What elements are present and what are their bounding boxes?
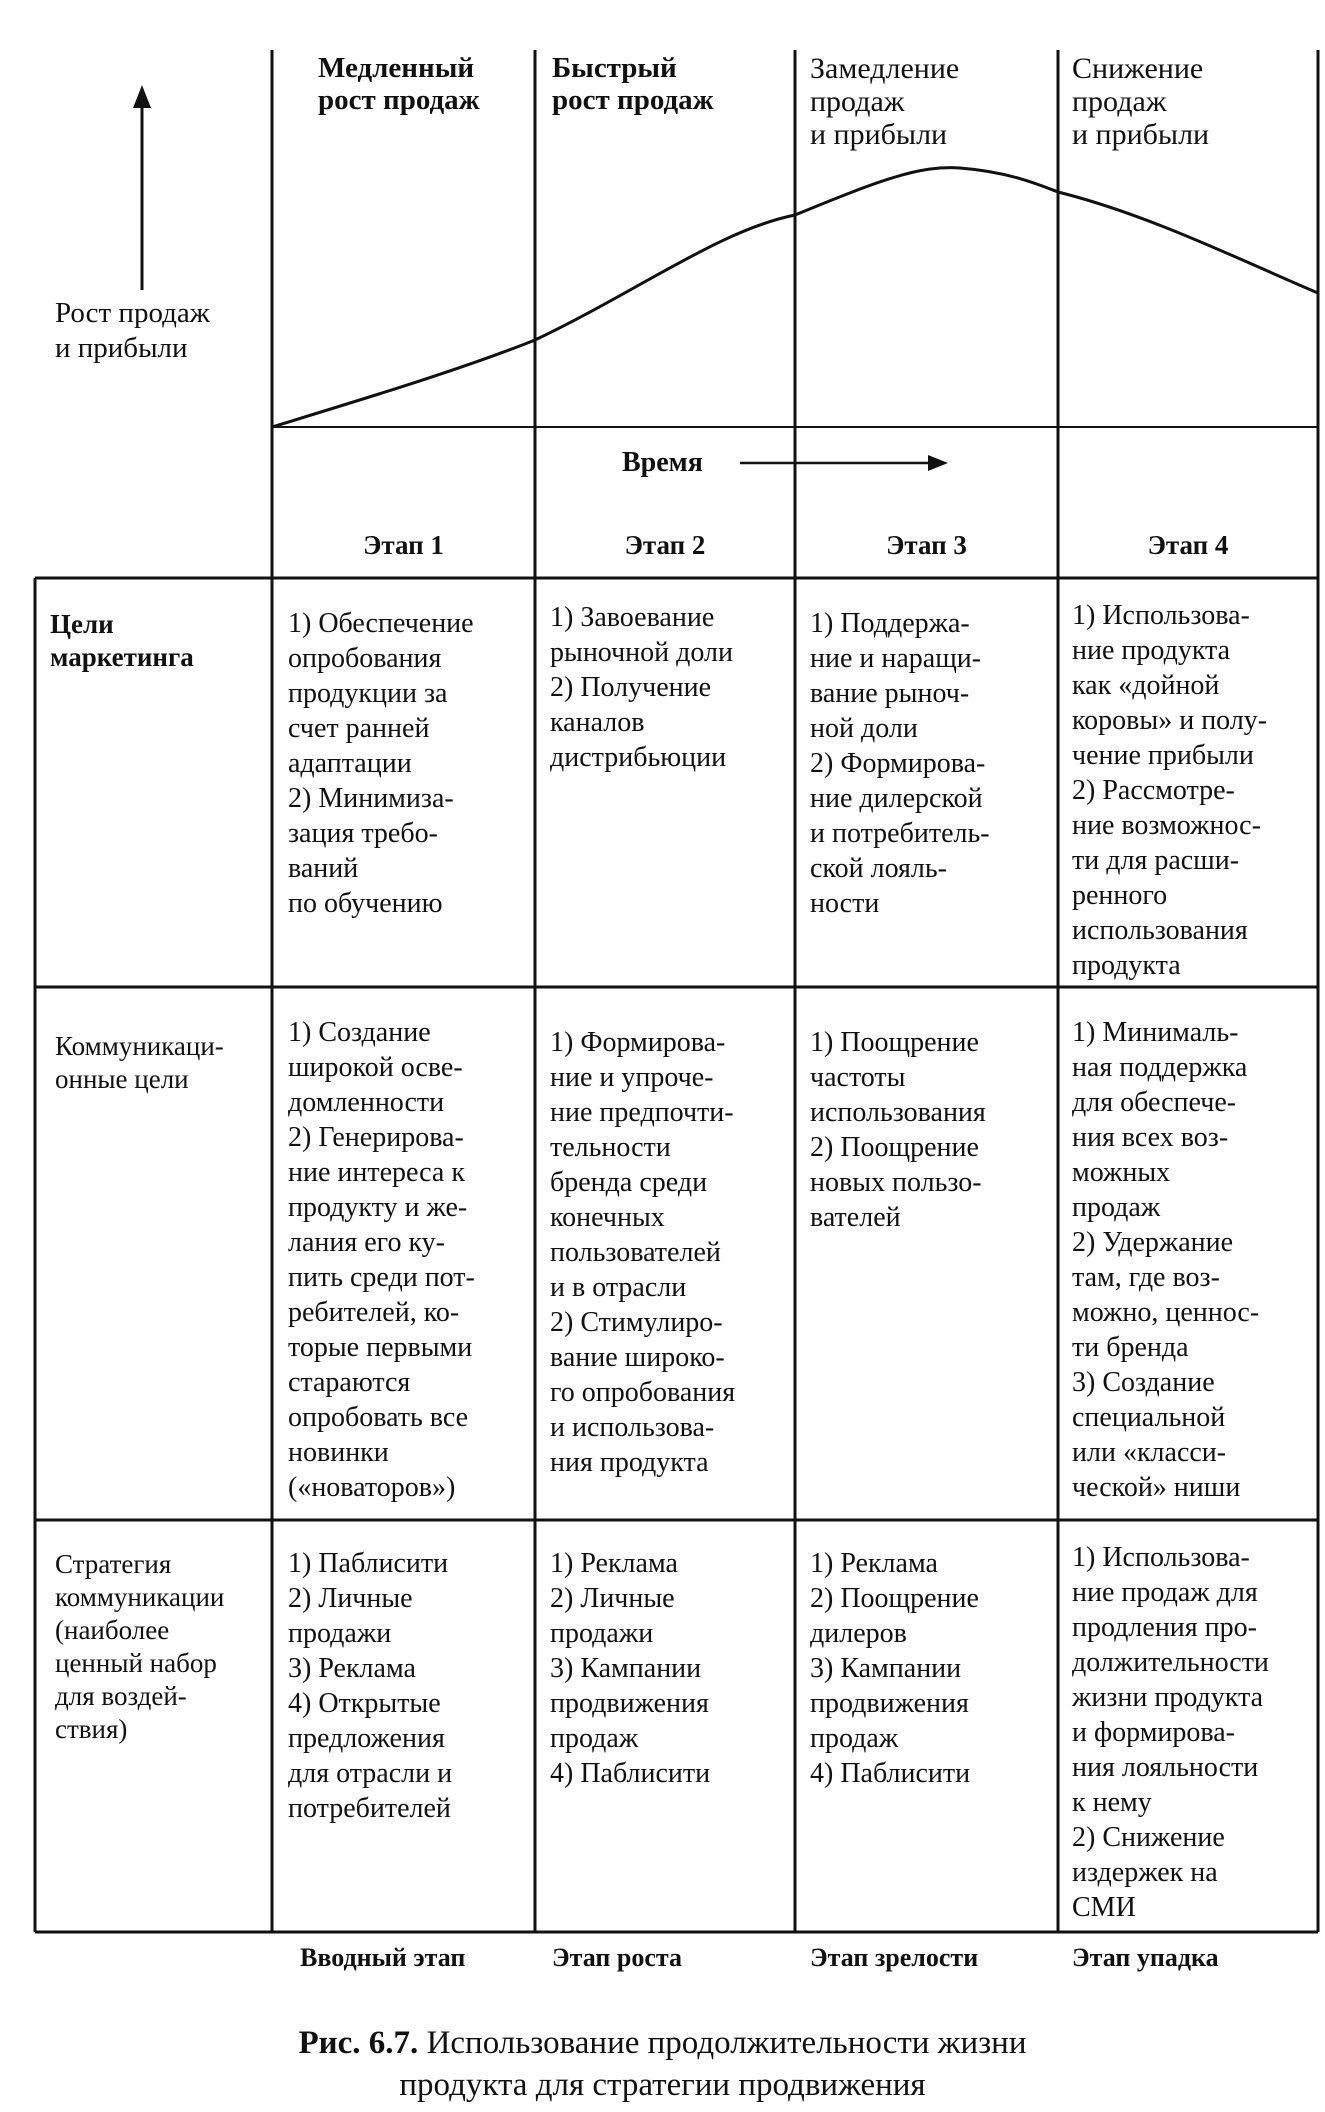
phase-label-4: Снижение продаж и прибыли — [1072, 52, 1210, 151]
table-cell: 1) Формирова- ние и упроче- ние предпочти- тельности бренда среди конечных пользователей и в отрасли 2) Стимулиро- вание широко- го опробования и использова- ния продукта — [550, 1027, 736, 1478]
bottom-label-decline: Этап упадка — [1072, 1943, 1219, 1972]
table-cell: 1) Поддержа- ние и наращи- вание рыноч- ной доли 2) Формирова- ние дилерской и потребитель- ской лояль- ности — [810, 608, 990, 919]
table-cell: 1) Реклама 2) Поощрение дилеров 3) Кампании продвижения продаж 4) Паблисити — [810, 1548, 979, 1789]
bottom-label-intro: Вводный этап — [300, 1943, 466, 1972]
bottom-label-maturity: Этап зрелости — [810, 1943, 979, 1972]
table-cell: 1) Использова- ние продаж для продления про- должительности жизни продукта и формирова- ния лояльности к нему 2) Снижение издержек на СМИ — [1072, 1542, 1269, 1923]
caption-prefix: Рис. 6.7. — [298, 2025, 419, 2061]
table-cell: 1) Поощрение частоты использования 2) Поощрение новых пользо- вателей — [810, 1027, 986, 1233]
phase-label-1: Медленный рост продаж — [318, 52, 480, 116]
y-axis-label: Рост продаж и прибыли — [55, 297, 210, 364]
table-cell: 1) Обеспечение опробования продукции за счет ранней адаптации 2) Минимиза- зация требо- ваний по обучению — [288, 608, 474, 919]
stage-label-4: Этап 4 — [1147, 530, 1229, 560]
table-cell: 1) Паблисити 2) Личные продажи 3) Реклама 4) Открытые предложения для отрасли и потребителей — [288, 1548, 453, 1824]
stage-label-2: Этап 2 — [624, 530, 706, 560]
table-cell: 1) Завоевание рыночной доли 2) Получение каналов дистрибьюции — [550, 602, 733, 773]
row-header-communication-strategy: Стратегия коммуникации (наиболее ценный набор для воздей- ствия) — [55, 1549, 225, 1744]
caption-line2: продукта для стратегии продвижения — [399, 2067, 926, 2103]
caption-line1: Использование продолжительности жизни — [418, 2025, 1027, 2061]
figure-caption — [0, 2022, 1325, 2106]
table-cell: 1) Реклама 2) Личные продажи 3) Кампании продвижения продаж 4) Паблисити — [550, 1548, 711, 1789]
bottom-label-growth: Этап роста — [552, 1943, 682, 1972]
row-header-communication-goals: Коммуникаци- онные цели — [55, 1031, 224, 1094]
stage-label-1: Этап 1 — [363, 530, 444, 560]
phase-label-2: Быстрый рост продаж — [552, 52, 714, 116]
time-label: Время — [622, 447, 703, 478]
table-cell: 1) Создание широкой осве- домленности 2) Генерирова- ние интереса к продукту и же- лания его ку- пить среди пот- ребителей, ко- торые первыми стараются опробовать все новинки («новаторов») — [288, 1017, 475, 1503]
time-arrowhead — [928, 455, 948, 471]
row-header-marketing-goals: Цели маркетинга — [50, 609, 194, 672]
y-axis-arrowhead — [133, 85, 151, 108]
table-cell: 1) Использова- ние продукта как «дойной коровы» и полу- чение прибыли 2) Рассмотре- ние возможнос- ти для расши- ренного использования продукта — [1072, 600, 1268, 981]
phase-label-3: Замедление продаж и прибыли — [810, 52, 960, 151]
table-cell: 1) Минималь- ная поддержка для обеспече- ния всех воз- можных продаж 2) Удержание там, где воз- можно, ценнос- ти бренда 3) Создание специальной или «класси- ческой» ниши — [1072, 1017, 1260, 1503]
stage-label-3: Этап 3 — [886, 530, 967, 560]
